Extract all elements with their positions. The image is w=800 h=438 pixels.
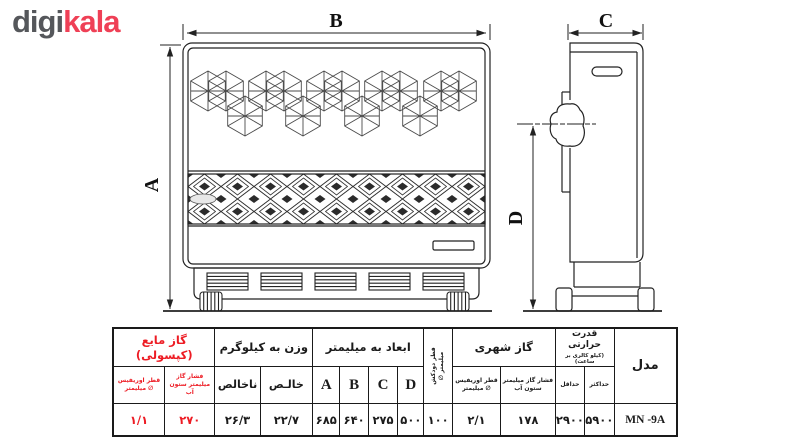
front-dimensions <box>160 24 490 309</box>
weight-net-value: ۲۲/۷ <box>260 404 313 437</box>
dim-col-b-header: B <box>340 367 368 404</box>
weight-header: وزن به کیلوگرم <box>215 328 313 367</box>
model-value: MN -9A <box>614 404 677 437</box>
heater-cabinet-inner-outline <box>188 48 485 264</box>
dimensions-header: ابعاد به میلیمتر <box>313 328 424 367</box>
side-view <box>517 43 662 311</box>
heater-cabinet-outline <box>183 43 490 268</box>
chimney-diameter-label: قطر دودکش میلیمتر ∅ <box>430 347 446 385</box>
city-gas-pressure-header: فشار گاز میلیمتر ستون آب <box>501 367 556 404</box>
lpg-pressure-value: ۲۷۰ <box>165 404 215 437</box>
dim-label-d: D <box>505 210 527 226</box>
dim-a-value: ۶۸۵ <box>313 404 340 437</box>
thermal-max-header: حداکثر <box>585 367 614 404</box>
hexagon-pattern-band <box>191 71 477 136</box>
dim-label-b: B <box>329 10 343 32</box>
side-left-foot <box>556 288 572 311</box>
city-gas-header: گاز شهری <box>452 328 555 367</box>
thermal-power-unit-label: (کیلو کالری بر ساعت) <box>565 352 604 366</box>
front-view <box>163 43 492 311</box>
dim-col-a-header: A <box>313 367 340 404</box>
logo-part-digi: digi <box>12 4 64 39</box>
thermal-min-header: حداقل <box>555 367 584 404</box>
thermal-power-label: قدرت حرارتی <box>568 329 602 351</box>
dim-d-value: ۵۰۰ <box>398 404 424 437</box>
right-foot <box>447 292 469 311</box>
city-gas-orifice-value: ۲/۱ <box>452 404 500 437</box>
brand-oval-badge <box>190 194 216 204</box>
lpg-orifice-header: قطر اوریفیس ∅ میلیمتر <box>113 367 165 404</box>
logo-part-kala: kala <box>63 4 120 39</box>
weight-gross-header: ناخالص <box>215 367 260 404</box>
dim-b-value: ۶۴۰ <box>340 404 368 437</box>
flue-spigot <box>550 104 584 147</box>
side-vent-slot <box>592 67 622 76</box>
vent-grilles <box>207 273 464 290</box>
side-right-foot <box>638 288 654 311</box>
diamond-pattern-band <box>188 171 485 226</box>
left-foot <box>200 292 222 311</box>
control-slot <box>433 241 474 250</box>
dim-col-c-header: C <box>368 367 397 404</box>
dim-label-c: C <box>598 10 614 32</box>
lpg-pressure-header: فشار گاز میلیمتر ستون آب <box>165 367 215 404</box>
dim-label-a: A <box>141 177 163 193</box>
lpg-header: گاز مایع (کپسولی) <box>113 328 215 367</box>
chimney-diameter-header <box>424 328 452 404</box>
city-gas-orifice-header: قطر اوریفیس ∅ میلیمتر <box>452 367 500 404</box>
model-header: مدل <box>614 328 677 404</box>
spec-table <box>112 327 678 437</box>
side-dimensions <box>533 24 643 309</box>
weight-gross-value: ۲۶/۳ <box>215 404 260 437</box>
thermal-power-header <box>555 328 614 367</box>
thermal-min-value: ۲۹۰۰ <box>555 404 584 437</box>
dim-c-value: ۲۷۵ <box>368 404 397 437</box>
thermal-max-value: ۵۹۰۰ <box>585 404 614 437</box>
weight-net-header: خالـص <box>260 367 313 404</box>
chimney-diameter-value: ۱۰۰ <box>424 404 452 437</box>
lpg-orifice-value: ۱/۱ <box>113 404 165 437</box>
dim-col-d-header: D <box>398 367 424 404</box>
city-gas-pressure-value: ۱۷۸ <box>501 404 556 437</box>
